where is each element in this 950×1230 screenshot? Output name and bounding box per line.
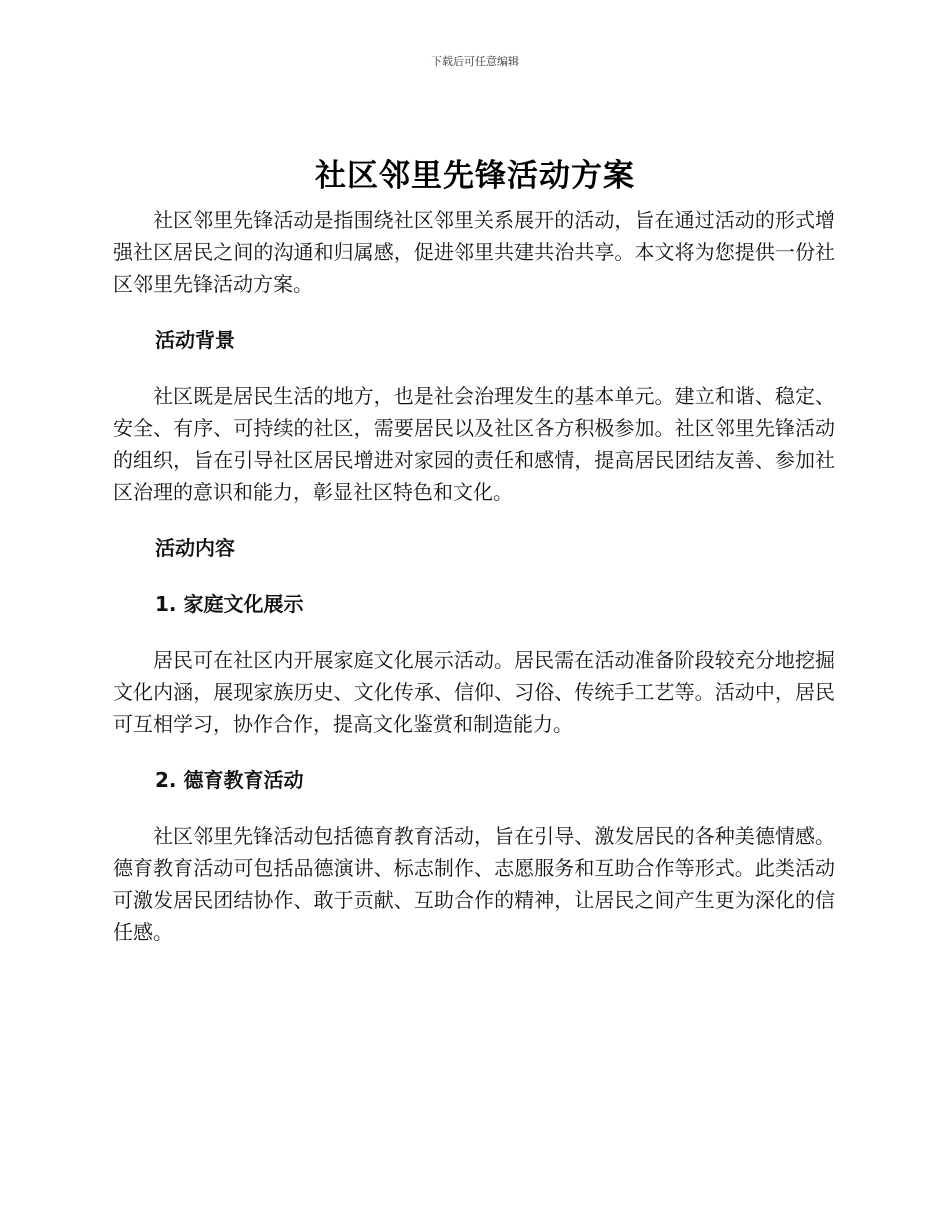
header-note: 下载后可任意编辑 (431, 55, 519, 68)
family-culture-paragraph: 居民可在社区内开展家庭文化展示活动。居民需在活动准备阶段较充分地挖掘文化内涵，展现家族历史、文化传承、信仰、习俗、传统手工艺等。活动中，居民可互相学习，协作合作，提高文化鉴赏和制造能力。 (113, 648, 835, 736)
subheading-moral-education: 2. 德育教育活动 (155, 768, 304, 792)
section-heading-content: 活动内容 (155, 536, 235, 560)
section-heading-background: 活动背景 (155, 328, 235, 352)
document-body (113, 204, 835, 948)
page-title: 社区邻里先锋活动方案 (315, 158, 635, 194)
moral-education-paragraph: 社区邻里先锋活动包括德育教育活动，旨在引导、激发居民的各种美德情感。德育教育活动可包括品德演讲、标志制作、志愿服务和互助合作等形式。此类活动可激发居民团结协作、敢于贡献、互助合作的精神，让居民之间产生更为深化的信任感。 (113, 824, 835, 944)
intro-paragraph: 社区邻里先锋活动是指围绕社区邻里关系展开的活动，旨在通过活动的形式增强社区居民之间的沟通和归属感，促进邻里共建共治共享。本文将为您提供一份社区邻里先锋活动方案。 (113, 208, 835, 296)
subheading-family-culture: 1. 家庭文化展示 (155, 592, 304, 616)
background-paragraph: 社区既是居民生活的地方，也是社会治理发生的基本单元。建立和谐、稳定、安全、有序、可持续的社区，需要居民以及社区各方积极参加。社区邻里先锋活动的组织，旨在引导社区居民增进对家园的责任和感情，提高居民团结友善、参加社区治理的意识和能力，彰显社区特色和文化。 (113, 384, 835, 504)
